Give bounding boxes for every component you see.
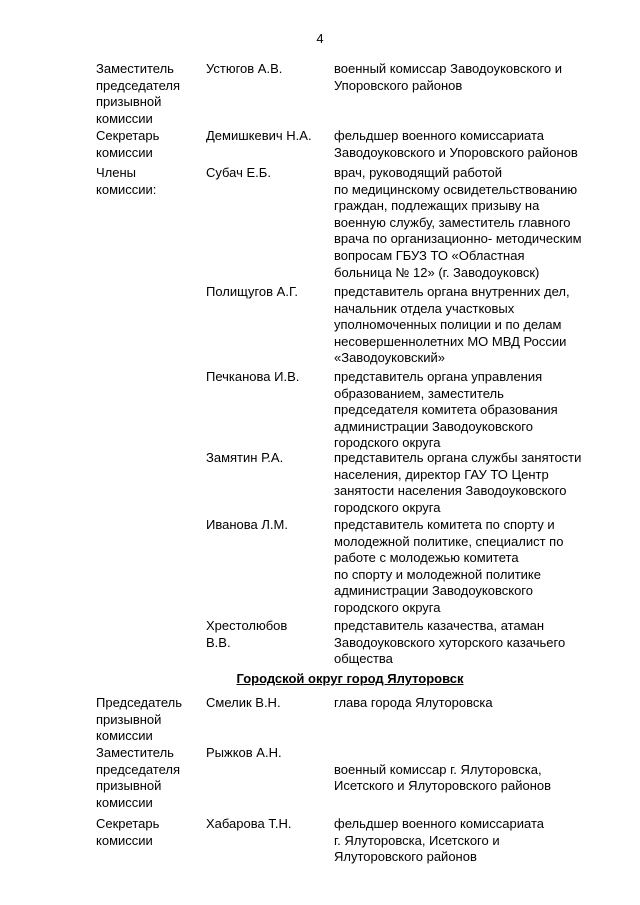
- role-cell: Заместитель председателя призывной комиссии: [96, 745, 181, 810]
- position-cell: фельдшер военного комиссариата г. Ялуторовска, Исетского и Ялуторовского районов: [334, 816, 545, 865]
- table-row: [96, 695, 606, 745]
- name-cell: Рыжков А.Н.: [206, 745, 282, 760]
- name-cell: Замятин Р.А.: [206, 450, 284, 465]
- table-row: [96, 745, 606, 816]
- table-row: [96, 128, 606, 165]
- position-cell: представитель органа управления образованием, заместитель председателя комитета образования администрации Заводоуковского городского округа: [334, 369, 558, 451]
- name-cell: Устюгов А.В.: [206, 61, 283, 76]
- position-cell: представитель комитета по спорту и молодежной политике, специалист по работе с молодежью комитета по спорту и молодежной политике администрации Заводоуковского городского округа: [334, 517, 564, 615]
- role-cell: [96, 284, 206, 369]
- table-row: [96, 165, 606, 284]
- role-cell: Секретарь комиссии: [96, 128, 160, 160]
- table-row: [96, 816, 606, 870]
- role-cell: Председатель призывной комиссии: [96, 695, 183, 744]
- position-cell: военный комиссар Заводоуковского и Упоровского районов: [334, 61, 563, 93]
- role-cell: [96, 618, 206, 668]
- name-cell: Хабарова Т.Н.: [206, 816, 292, 831]
- position-cell: военный комиссар г. Ялуторовска, Исетского и Ялуторовского районов: [334, 761, 552, 794]
- section-heading: Городской округ город Ялуторовск: [236, 671, 464, 686]
- position-cell: представитель органа службы занятости населения, директор ГАУ ТО Центр занятости населения Заводоуковского городского округа: [334, 450, 582, 515]
- position-cell: глава города Ялуторовска: [334, 695, 493, 710]
- role-cell: Секретарь комиссии: [96, 816, 160, 848]
- commission-table-zavodoukovsk: [96, 61, 606, 668]
- name-cell: Полищугов А.Г.: [206, 284, 299, 299]
- table-row: [96, 369, 606, 450]
- name-cell: Смелик В.Н.: [206, 695, 281, 710]
- name-cell: Печканова И.В.: [206, 369, 300, 384]
- commission-table-yalutorovsk: [96, 695, 606, 870]
- name-cell: Хрестолюбов В.В.: [206, 618, 288, 650]
- position-cell: представитель казачества, атаман Заводоуковского хуторского казачьего общества: [334, 618, 566, 667]
- table-row: [96, 61, 606, 128]
- table-row: [96, 284, 606, 369]
- name-cell: Демишкевич Н.А.: [206, 128, 312, 143]
- role-cell: [96, 517, 206, 618]
- name-cell: Иванова Л.М.: [206, 517, 288, 532]
- role-cell: [96, 450, 206, 517]
- table-row: [96, 450, 606, 517]
- position-cell: фельдшер военного комиссариата Заводоуковского и Упоровского районов: [334, 128, 578, 160]
- role-cell: [96, 369, 206, 450]
- table-row: [96, 517, 606, 618]
- page-number: 4: [316, 31, 324, 46]
- position-cell: представитель органа внутренних дел, начальник отдела участковых уполномоченных полиции и по делам несовершеннолетних МО МВД России «Заводоуковский»: [334, 284, 570, 366]
- role-cell: Заместитель председателя призывной комиссии: [96, 61, 181, 126]
- role-cell: Члены комиссии:: [96, 165, 157, 197]
- position-cell: врач, руководящий работой по медицинскому освидетельствованию граждан, подлежащих призыву на военную службу, заместитель главного врача по организационно- методическим вопросам ГБУЗ ТО «Областная больница № 12» (г. Заводоуковск): [334, 165, 582, 280]
- table-row: [96, 618, 606, 668]
- name-cell: Субач Е.Б.: [206, 165, 271, 180]
